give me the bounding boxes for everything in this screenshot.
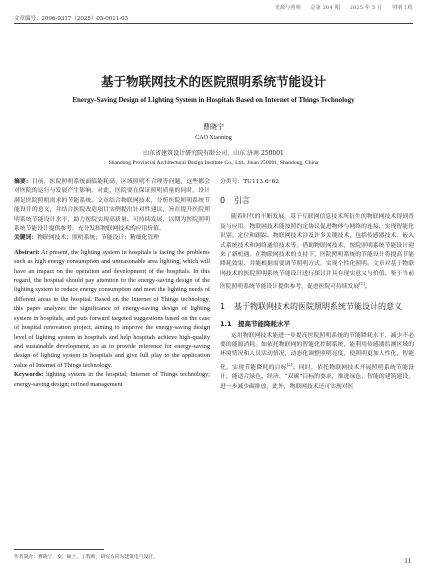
- left-column: [14, 178, 210, 389]
- right-column: [220, 178, 414, 392]
- keywords-text: 物联网技术；照明系统；节能设计；精细化管理: [37, 235, 159, 242]
- author-footnote: 作者简介：曹晓宁，女，硕士，工程师，研究方向为建筑电气设计。: [14, 555, 158, 560]
- section-1-title: 基于物联网技术的医院照明系统节能设计的意义: [234, 301, 402, 311]
- abstract-text: 目前，医院照明系统面临能耗高、区域照明不合理等问题，这些都会对医院的运行与发展产生影响。对此，医院要在保证照明质量的同时，设计满足医院照明需求的节能系统。文章结合物联网技术，分析医院照明系统节能设计的意义，并结合医院改造项目实例提出针对性建议，旨在提升医院照明系统节能设计水平，助力医院实现高质量、可持续发展，以期为医院照明系统节能设计提供参考，充分发挥物联网技术的应用价值。: [14, 179, 210, 233]
- intro-title: 引言: [234, 196, 250, 206]
- author-english: CAO Xiaoning: [195, 135, 232, 141]
- keywords-en-text: lighting system in the hospital; Internet of Things technology; energy-saving design; refined management: [14, 371, 210, 388]
- intro-text: 随着时代的不断发展，基于互联网信息技术所衍生的物联网技术得到普及与应用。物联网技术能按照约定协议促进物体与网络的连接，实现智能化识别、定位和跟踪。物联网技术涉及许多关键技术，包括传感器技术、嵌入式系统技术和网络通信技术等。借助物联网技术，医院照明系统节能设计迎来了新机遇。在物联网技术的支持下，医院照明系统的节能设计将提高节能降耗效果，并能根据需要调节照明方式，实现个性化照明。文章对基于物联网技术的医院照明系统节能设计进行探讨并具有现实意义与价值。鉴于当前医院照明系统节能设计提供参考，促进医院可持续发展: [220, 214, 414, 291]
- intro-paragraph: [220, 213, 414, 292]
- keywords-chinese: [14, 234, 210, 243]
- issue-date: 2025 年 5 月: [349, 5, 383, 11]
- sub-text-b: 。同时，依托物联网技术开展照明系统节能设计，能适合绿色、经济、“双碳”目标的要求，推进绿色、智能的建筑建设，进一步减少碳排放。此外，物联网技术还可实现对医: [220, 364, 414, 390]
- abstract-en-label: Abstract:: [14, 248, 40, 256]
- classification-number: 分类号：TU113.6⁺62: [220, 179, 279, 185]
- subsection-1-1-heading: 1.1 提高节能降耗水平: [220, 319, 291, 328]
- abstract-english: [14, 248, 210, 370]
- issue-number: 总第 204 期: [310, 5, 340, 11]
- title-english: Energy-Saving Design of Lighting System in Hospitals Based on Internet of Things Technology: [72, 96, 355, 104]
- journal-name: 光源与照明: [274, 5, 301, 11]
- title-chinese: 基于物联网技术的医院照明系统节能设计: [100, 74, 326, 89]
- section-name: 照明工程: [392, 5, 413, 11]
- sub-ref: [2]: [286, 361, 293, 367]
- section-1-number: 1: [220, 301, 226, 311]
- article-number: 文章编号：2096-9317（2025）05-0011-03: [14, 16, 129, 22]
- affiliation-chinese: 山东省建筑设计研究院有限公司，山东 济南 250001: [143, 150, 284, 157]
- sub-text-a: 运用物联网技术能进一步提高医院照明系统的节能降耗水平，减少不必要的能源消耗。如依托物联网的智能化控制系统，能利用传感器监测区域的环境情况和人员活动情况，动态化调整照明亮度，使照明更加人性化、智能化，实现节能降耗的目标: [220, 332, 414, 371]
- affiliation-english: Shandong Provincial Architectural Design Institute Co., Ltd., Jinan 250001, Shandong, China: [108, 160, 319, 166]
- intro-end: 。: [364, 284, 371, 291]
- keywords-english: [14, 370, 210, 389]
- abstract-en-text: At present, the lighting system in hospitals is facing the problems such as high energy consumption and unreasonable area lighting, which will have an impact on the operation and development of the hospitals. In this regard, the hospital should pay attention to the energy-saving design of the lighting system to reduce energy consumption and meet the lighting needs of different areas in the hospital. Based on the Internet of Things technology, this paper analyzes the significance of energy-saving design of lighting system in hospitals, and puts forward targeted suggestions based on the case of hospital renovation project, aiming to improve the energy-saving design level of lighting system in hospitals and help hospitals achieve high-quality and sustainable development, so as to provide reference for energy-saving design of lighting system in hospitals and give full play to the application value of Internet of Things technology.: [14, 248, 210, 369]
- subsection-1-1-paragraph: [220, 332, 414, 392]
- intro-number: 0: [220, 196, 226, 206]
- abstract-label: 摘要：: [14, 179, 32, 185]
- intro-ref: [1]: [359, 281, 365, 287]
- section-1-heading: [220, 301, 414, 313]
- header-rule: [14, 23, 413, 24]
- running-header: [275, 4, 413, 11]
- author-chinese: 曹晓宁: [203, 123, 224, 131]
- page-number: 11: [404, 557, 411, 565]
- keywords-label: 关键词：: [14, 235, 38, 242]
- footnote-rule: [14, 549, 104, 550]
- intro-heading: [220, 195, 414, 207]
- keywords-en-label: Keywords:: [14, 371, 44, 379]
- abstract-chinese: [14, 178, 210, 234]
